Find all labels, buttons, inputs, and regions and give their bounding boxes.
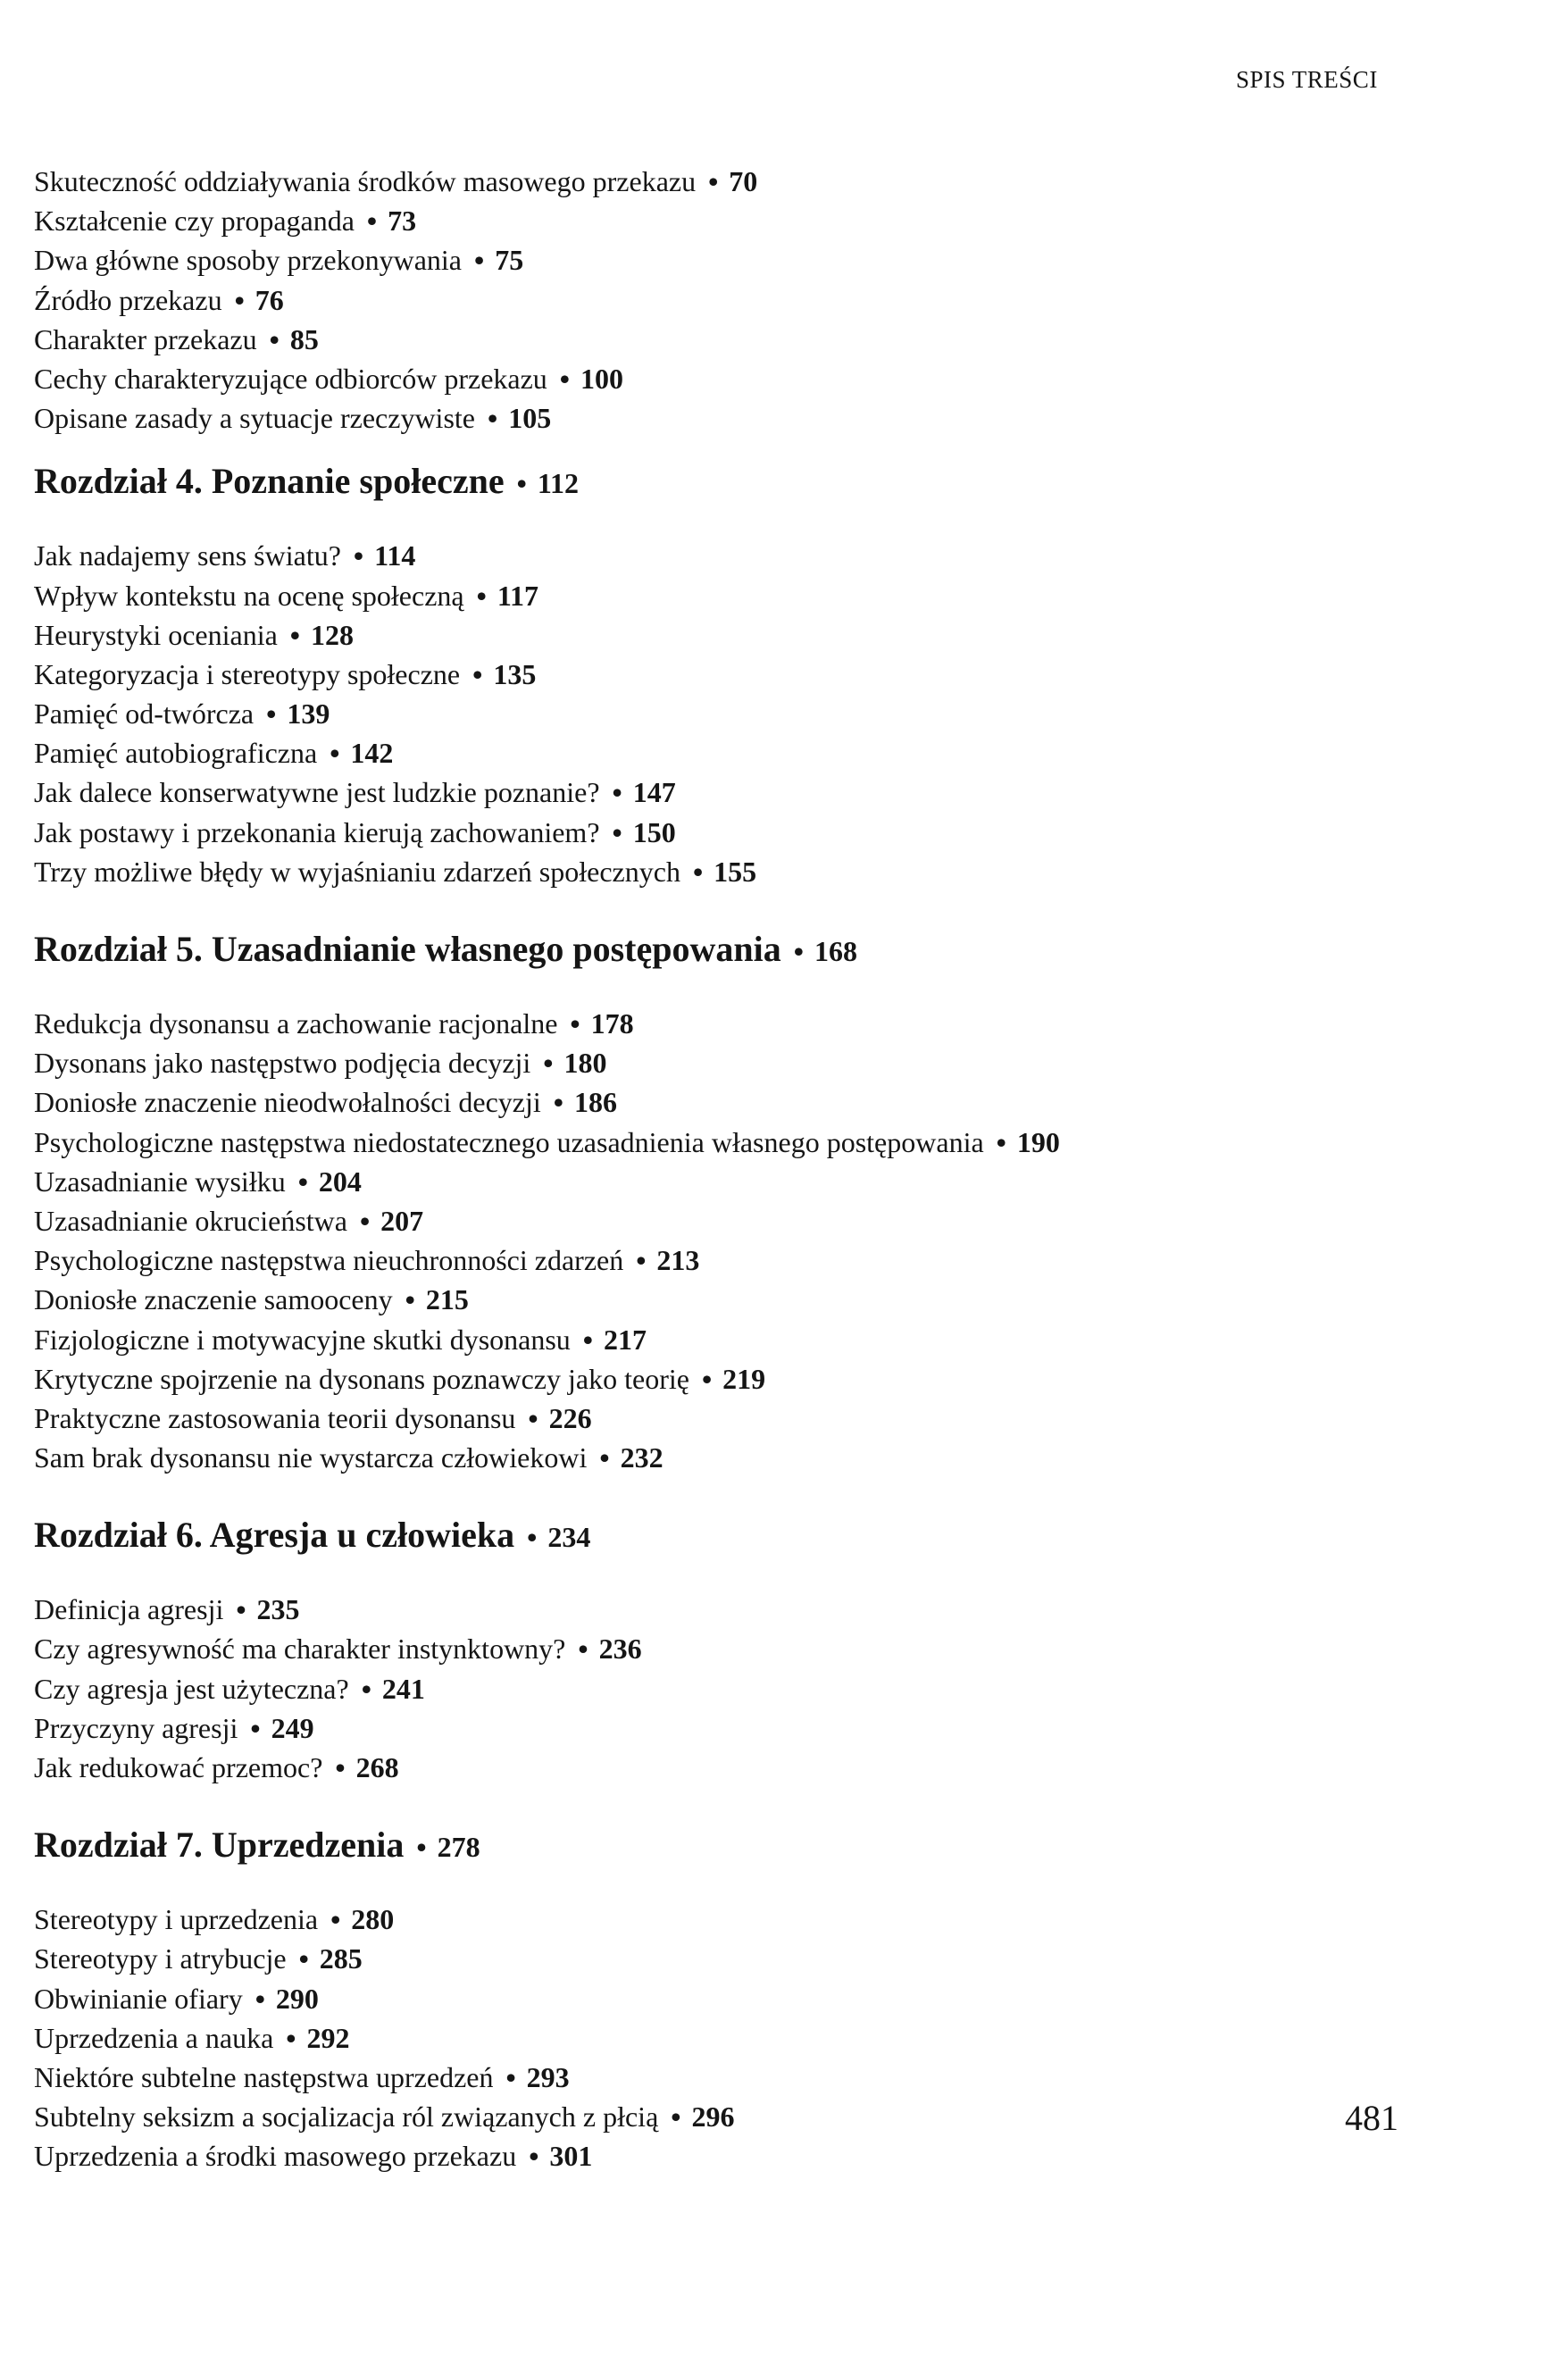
chapter-page: 234 [547,1521,591,1554]
entry-title: Kategoryzacja i stereotypy społeczne [34,657,461,690]
entry-page: 180 [563,1047,607,1080]
bullet-separator: • [996,1125,1006,1158]
toc-entry [34,1629,1284,1668]
bullet-separator: • [298,1942,309,1975]
toc-entry [34,1043,1284,1082]
entry-title: Kształcenie czy propaganda [34,205,355,238]
entry-page: 75 [495,244,524,277]
entry-page: 76 [255,283,284,316]
bullet-separator: • [361,1672,371,1705]
entry-page: 219 [722,1362,766,1395]
entry-page: 128 [311,618,354,651]
bullet-separator: • [474,244,485,277]
bullet-separator: • [487,402,498,435]
toc-entry [34,398,1284,438]
chapter-title: Uzasadnianie własnego postępowania [211,929,781,969]
chapter-number: 5. [175,929,203,969]
toc-entry [34,576,1284,615]
toc-entry [34,1359,1284,1399]
bullet-separator: • [505,2060,516,2093]
chapter-page: 278 [437,1831,480,1864]
bullet-separator: • [366,205,378,238]
chapter-page: 112 [537,467,580,500]
toc-entry [34,852,1284,891]
toc-entry [34,536,1284,575]
entry-page: 290 [275,1982,319,2015]
chapter-heading [34,459,1284,505]
bullet-separator: • [578,1633,588,1666]
toc-entry [34,1320,1284,1359]
chapter-label: Rozdział [34,1825,167,1866]
entry-page: 207 [380,1204,424,1237]
toc-entry [34,1590,1284,1629]
toc-entry [34,1939,1284,1978]
entry-title: Uzasadnianie okrucieństwa [34,1204,347,1237]
entry-page: 226 [548,1401,592,1434]
bullet-separator: • [559,362,570,395]
entry-title: Przyczyny agresji [34,1711,238,1744]
entry-title: Psychologiczne następstwa nieuchronności zdarzeń [34,1244,624,1277]
bullet-separator: • [286,2021,296,2054]
bullet-separator: • [671,2100,681,2134]
bullet-separator: • [570,1007,580,1040]
entry-title: Czy agresywność ma charakter instynktowny? [34,1633,566,1666]
bullet-separator: • [353,539,364,572]
entry-page: 139 [287,697,330,731]
toc-entry [34,694,1284,733]
entry-title: Doniosłe znaczenie samooceny [34,1283,393,1316]
toc-entry [34,162,1284,201]
entry-page: 135 [493,657,537,690]
bullet-separator: • [330,1903,341,1936]
entry-title: Jak postawy i przekonania kierują zachowaniem? [34,815,600,848]
entry-page: 215 [425,1283,469,1316]
entry-page: 150 [632,815,676,848]
chapter-label: Rozdział [34,461,167,502]
bullet-separator: • [236,1593,246,1626]
toc-entry [34,201,1284,240]
bullet-separator: • [405,1283,415,1316]
entry-title: Źródło przekazu [34,283,222,316]
chapter-title: Uprzedzenia [211,1825,405,1866]
toc-entry [34,2058,1284,2097]
entry-page: 280 [351,1903,395,1936]
entry-title: Jak dalece konserwatywne jest ludzkie poznanie? [34,776,600,809]
chapter-heading [34,1823,1284,1869]
running-head: SPIS TREŚCI [1236,66,1378,93]
bullet-separator: • [612,776,622,809]
entry-page: 190 [1016,1125,1060,1158]
entry-title: Fizjologiczne i motywacyjne skutki dysonansu [34,1323,571,1356]
entry-title: Uzasadnianie wysiłku [34,1165,286,1198]
entry-title: Obwinianie ofiary [34,1982,243,2015]
entry-page: 142 [350,737,394,770]
entry-title: Uprzedzenia a środki masowego przekazu [34,2140,517,2173]
toc-entry [34,1240,1284,1280]
entry-title: Psychologiczne następstwa niedostatecznego uzasadnienia własnego postępowania [34,1125,984,1158]
chapter-label: Rozdział [34,1515,167,1556]
bullet-separator: • [476,579,487,612]
entry-title: Jak redukować przemoc? [34,1751,323,1783]
page-number: 481 [1345,2098,1398,2138]
toc-entry [34,1900,1284,1939]
entry-title: Redukcja dysonansu a zachowanie racjonalne [34,1007,558,1040]
entry-title: Sam brak dysonansu nie wystarcza człowiekowi [34,1441,588,1474]
table-of-contents [34,162,1284,2176]
bullet-separator: • [335,1751,346,1783]
chapter-heading [34,1513,1284,1559]
chapter-number: 7. [175,1825,203,1866]
entry-page: 292 [306,2021,350,2054]
toc-entry [34,772,1284,812]
chapter-page: 168 [814,935,857,967]
bullet-separator: • [582,1323,593,1356]
toc-entry [34,615,1284,655]
toc-entry [34,280,1284,320]
entry-page: 100 [580,362,623,395]
entry-title: Skuteczność oddziaływania środków masowego przekazu [34,165,697,197]
entry-page: 213 [656,1244,700,1277]
toc-entry [34,2097,1284,2136]
toc-entry [34,1162,1284,1201]
bullet-separator: • [297,1165,308,1198]
entry-page: 249 [271,1711,314,1744]
toc-entry [34,1082,1284,1122]
entry-page: 147 [632,776,676,809]
bullet-separator: • [701,1362,713,1395]
toc-entry [34,1669,1284,1708]
entry-title: Uprzedzenia a nauka [34,2021,274,2054]
bullet-separator: • [250,1711,261,1744]
toc-entry [34,655,1284,694]
bullet-separator: • [543,1047,554,1080]
entry-title: Czy agresja jest użyteczna? [34,1672,349,1705]
entry-title: Opisane zasady a sytuacje rzeczywiste [34,402,475,435]
entry-title: Trzy możliwe błędy w wyjaśnianiu zdarzeń społecznych [34,855,680,888]
bullet-separator: • [708,165,719,197]
toc-entry [34,2136,1284,2175]
entry-page: 114 [374,539,416,572]
toc-entry [34,1708,1284,1748]
toc-entry [34,1280,1284,1319]
toc-entry [34,1004,1284,1043]
toc-entry [34,1748,1284,1787]
bullet-separator: • [516,467,527,500]
entry-title: Wpływ kontekstu na ocenę społeczną [34,579,464,612]
entry-page: 73 [388,205,417,238]
bullet-separator: • [636,1244,647,1277]
entry-page: 268 [355,1751,399,1783]
entry-page: 293 [526,2060,570,2093]
bullet-separator: • [255,1982,265,2015]
entry-title: Pamięć autobiograficzna [34,737,318,770]
entry-page: 236 [598,1633,642,1666]
toc-entry [34,359,1284,398]
entry-title: Cechy charakteryzujące odbiorców przekazu [34,362,547,395]
bullet-separator: • [416,1831,427,1864]
chapter-label: Rozdział [34,929,167,969]
bullet-separator: • [234,283,245,316]
chapter-title: Agresja u człowieka [209,1515,515,1556]
bullet-separator: • [527,1521,538,1554]
toc-entry [34,2018,1284,2058]
entry-page: 204 [318,1165,362,1198]
toc-entry [34,733,1284,772]
toc-entry [34,1399,1284,1438]
chapter-title: Poznanie społeczne [211,461,505,502]
entry-page: 232 [620,1441,664,1474]
entry-page: 186 [573,1086,617,1119]
entry-title: Definicja agresji [34,1593,224,1626]
toc-entry [34,1438,1284,1477]
entry-title: Subtelny seksizm a socjalizacja ról związanych z płcią [34,2100,659,2134]
bullet-separator: • [330,737,340,770]
chapter-number: 4. [175,461,203,502]
entry-page: 85 [289,322,319,355]
entry-title: Charakter przekazu [34,322,257,355]
bullet-separator: • [793,935,804,967]
toc-entry [34,1123,1284,1162]
entry-page: 117 [497,579,539,612]
chapter-number: 6. [175,1515,203,1556]
bullet-separator: • [692,855,704,888]
toc-entry [34,813,1284,852]
chapter-heading [34,927,1284,973]
entry-page: 70 [729,165,758,197]
bullet-separator: • [266,697,277,731]
entry-page: 301 [549,2140,593,2173]
entry-page: 296 [691,2100,735,2134]
entry-page: 285 [319,1942,363,1975]
bullet-separator: • [599,1441,610,1474]
bullet-separator: • [472,657,483,690]
entry-title: Stereotypy i atrybucje [34,1942,287,1975]
entry-page: 105 [508,402,552,435]
entry-title: Stereotypy i uprzedzenia [34,1903,319,1936]
bullet-separator: • [289,618,300,651]
entry-title: Doniosłe znaczenie nieodwołalności decyzji [34,1086,541,1119]
entry-page: 241 [381,1672,425,1705]
toc-entry [34,320,1284,359]
bullet-separator: • [528,1401,538,1434]
entry-page: 155 [714,855,757,888]
toc-entry [34,1979,1284,2018]
bullet-separator: • [269,322,280,355]
entry-title: Niektóre subtelne następstwa uprzedzeń [34,2060,494,2093]
entry-page: 178 [590,1007,634,1040]
bullet-separator: • [359,1204,371,1237]
entry-title: Jak nadajemy sens światu? [34,539,341,572]
bullet-separator: • [612,815,622,848]
toc-entry [34,240,1284,280]
bullet-separator: • [553,1086,563,1119]
entry-title: Dysonans jako następstwo podjęcia decyzji [34,1047,531,1080]
entry-title: Heurystyki oceniania [34,618,278,651]
toc-entry [34,1201,1284,1240]
entry-page: 217 [604,1323,647,1356]
bullet-separator: • [529,2140,539,2173]
entry-page: 235 [256,1593,300,1626]
entry-title: Pamięć od-twórcza [34,697,255,731]
entry-title: Krytyczne spojrzenie na dysonans poznawczy jako teorię [34,1362,689,1395]
entry-title: Dwa główne sposoby przekonywania [34,244,462,277]
entry-title: Praktyczne zastosowania teorii dysonansu [34,1401,516,1434]
